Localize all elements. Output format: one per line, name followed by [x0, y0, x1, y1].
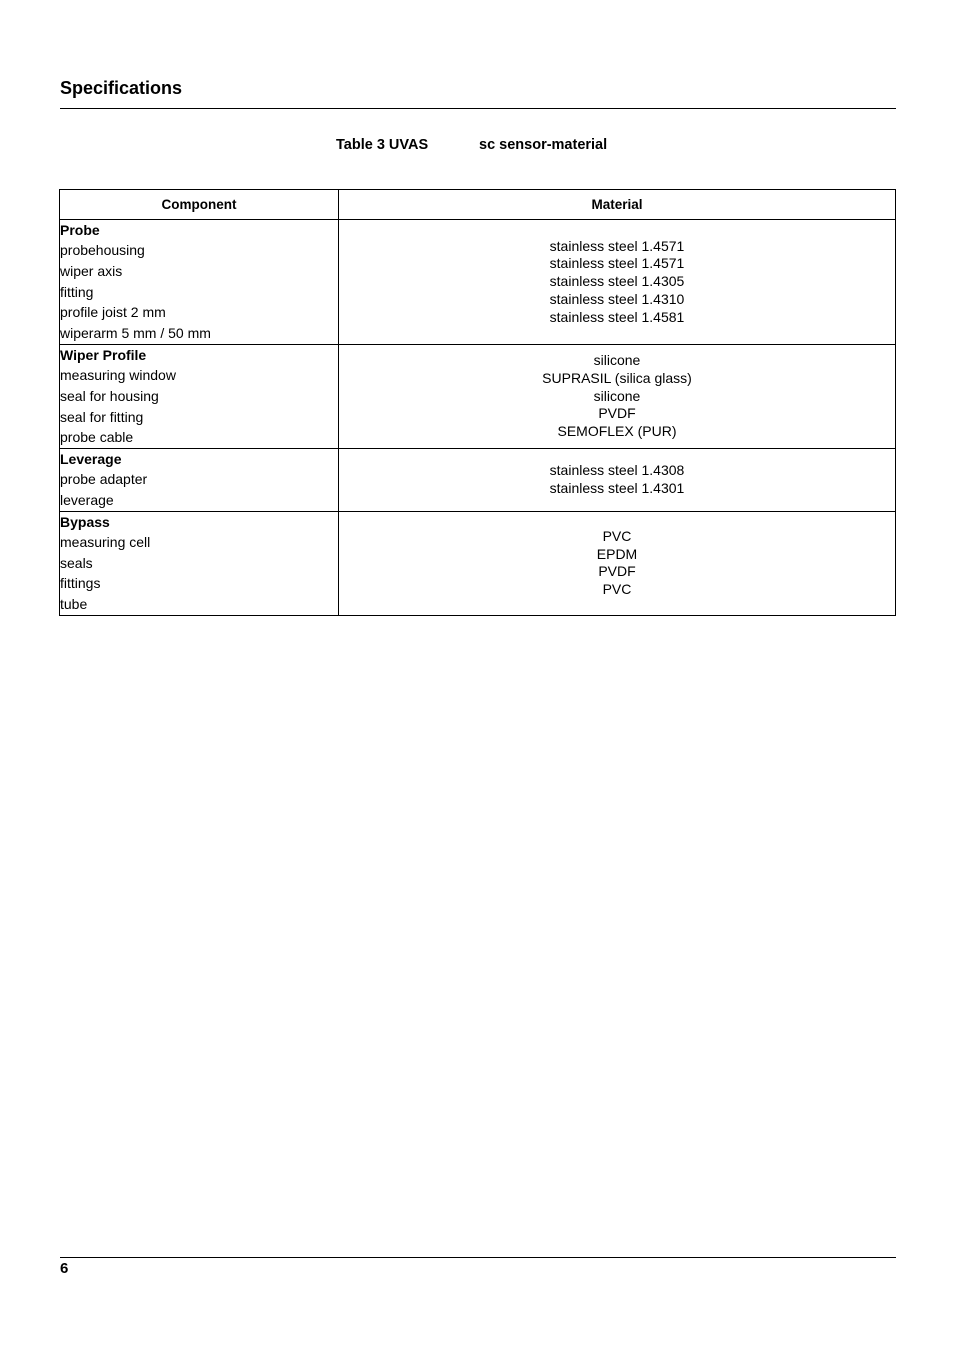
material-table — [59, 189, 896, 616]
material-item: stainless steel 1.4581 — [549, 308, 685, 325]
component-cell — [60, 511, 339, 615]
material-item: stainless steel 1.4308 — [549, 462, 685, 479]
table-row — [60, 511, 896, 615]
component-item: wiper axis — [60, 262, 123, 279]
material-cell — [339, 220, 896, 345]
material-item: SUPRASIL (silica glass) — [542, 370, 692, 387]
component-item: wiperarm 5 mm / 50 mm — [60, 325, 211, 342]
component-item: measuring window — [60, 366, 176, 383]
page-number: 6 — [60, 1260, 69, 1277]
header-material: Material — [339, 190, 896, 220]
component-item: fittings — [60, 575, 101, 592]
component-item: seal for housing — [60, 387, 159, 404]
table-row — [60, 344, 896, 448]
component-item: seal for fitting — [60, 408, 144, 425]
material-item: stainless steel 1.4305 — [549, 273, 685, 290]
group-title: Wiper Profile — [60, 346, 147, 363]
material-item: stainless steel 1.4301 — [549, 479, 685, 496]
group-title: Leverage — [60, 451, 122, 468]
component-item: profile joist 2 mm — [60, 304, 166, 321]
material-cell — [339, 511, 896, 615]
material-item: PVDF — [598, 563, 636, 580]
material-item: EPDM — [596, 545, 638, 562]
table-row — [60, 449, 896, 512]
section-title: Specifications — [60, 78, 183, 98]
component-item: probe cable — [60, 429, 134, 446]
caption-table-number: Table 3 UVAS — [336, 137, 429, 153]
group-title: Probe — [60, 222, 100, 238]
material-item: SEMOFLEX (PUR) — [557, 423, 677, 440]
component-item: probehousing — [60, 242, 145, 258]
component-item: tube — [60, 596, 88, 613]
component-item: leverage — [60, 491, 114, 508]
header-rule — [60, 108, 896, 109]
material-item: silicone — [593, 387, 641, 404]
component-cell — [60, 449, 339, 512]
material-item: stainless steel 1.4310 — [549, 290, 685, 307]
caption-table-title: sc sensor-material — [479, 137, 608, 153]
footer-rule — [60, 1257, 896, 1258]
component-item: seals — [60, 554, 93, 571]
group-title: Bypass — [60, 513, 110, 530]
component-item: measuring cell — [60, 533, 151, 550]
material-item: PVC — [602, 581, 632, 598]
component-item: probe adapter — [60, 471, 148, 488]
material-item: stainless steel 1.4571 — [549, 237, 685, 254]
material-item: PVDF — [598, 405, 636, 422]
material-cell — [339, 449, 896, 512]
table-header-row — [60, 190, 896, 220]
material-item: silicone — [593, 352, 641, 369]
material-cell — [339, 344, 896, 448]
material-item: stainless steel 1.4571 — [549, 255, 685, 272]
table-row — [60, 220, 896, 345]
component-cell — [60, 220, 339, 345]
header-component: Component — [60, 190, 339, 220]
component-item: fitting — [60, 283, 94, 300]
component-cell — [60, 344, 339, 448]
material-item: PVC — [602, 527, 632, 544]
